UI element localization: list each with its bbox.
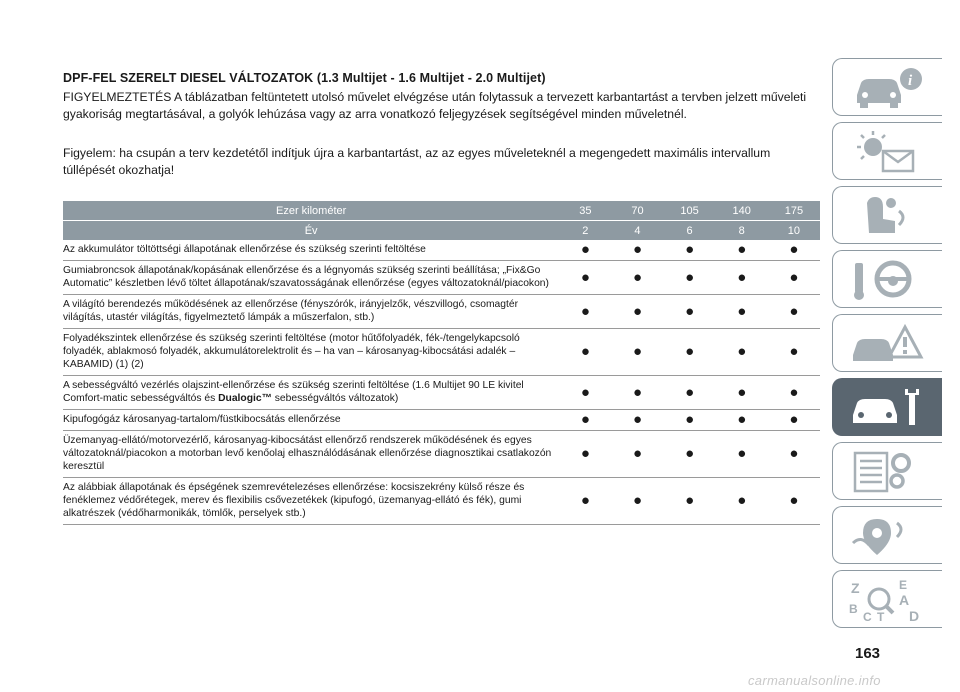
interval-dot: ● — [768, 240, 820, 261]
warning-paragraph: FIGYELMEZTETÉS A táblázatban feltüntetett utolsó művelet elvégzése után folytassuk a tervezett karbantartást a tervben jelzett műveleti gyakoriság megtartásával, a golyók lehúzása vagy az arra vonatkozó feljegyzések segítségével minden műveletnél. — [63, 90, 807, 121]
map-pin-music-icon — [847, 513, 927, 557]
year-10: 10 — [768, 221, 820, 241]
svg-text:A: A — [899, 592, 910, 608]
interval-dot: ● — [664, 478, 716, 525]
svg-text:T: T — [877, 610, 885, 621]
interval-dot: ● — [611, 431, 663, 478]
km-140: 140 — [716, 201, 768, 221]
interval-dot: ● — [664, 240, 716, 261]
maintenance-task — [63, 376, 559, 410]
interval-dot: ● — [559, 431, 611, 478]
interval-dot: ● — [716, 431, 768, 478]
interval-dot: ● — [664, 431, 716, 478]
interval-dot: ● — [611, 295, 663, 329]
interval-dot: ● — [611, 376, 663, 410]
year-8: 8 — [716, 221, 768, 241]
tab-seat-airbag[interactable] — [832, 186, 942, 244]
table-row — [63, 376, 820, 410]
key-steering-wheel-icon — [847, 257, 927, 301]
tab-sun-envelope[interactable] — [832, 122, 942, 180]
note-paragraph: Figyelem: ha csupán a terv kezdetétől indítjuk újra a karbantartást, az az egyes műveleteknél a megengedett maximális intervallum túllépését okozhatja! — [63, 146, 771, 177]
maintenance-task: Folyadékszintek ellenőrzése és szükség szerinti feltöltése (motor hűtőfolyadék, fék-/tengelykapcsoló folyadék, ablakmosó folyadék, akkumulátorelektrolit és – ha van – károsanyag-kibocsátási adalék – KABAMID) (1) (2) — [63, 329, 559, 376]
interval-dot: ● — [716, 376, 768, 410]
table-row — [63, 240, 820, 261]
interval-dot: ● — [768, 478, 820, 525]
interval-dot: ● — [664, 376, 716, 410]
km-70: 70 — [611, 201, 663, 221]
task-text-bold: Dualogic™ — [218, 393, 272, 404]
interval-dot: ● — [716, 478, 768, 525]
tab-car-wrench[interactable] — [832, 378, 942, 436]
interval-dot: ● — [664, 295, 716, 329]
car-info-icon — [847, 65, 927, 109]
interval-dot: ● — [559, 410, 611, 431]
interval-dot: ● — [768, 376, 820, 410]
maintenance-task: Az akkumulátor töltöttségi állapotának ellenőrzése és szükség szerinti feltöltése — [63, 240, 559, 261]
table-row — [63, 261, 820, 295]
interval-dot: ● — [559, 478, 611, 525]
interval-dot: ● — [611, 410, 663, 431]
year-header-label: Év — [63, 221, 559, 241]
page-title: DPF-FEL SZERELT DIESEL VÁLTOZATOK (1.3 Multijet - 1.6 Multijet - 2.0 Multijet) — [63, 71, 546, 85]
interval-dot: ● — [664, 329, 716, 376]
maintenance-task: Üzemanyag-ellátó/motorvezérlő, károsanyag-kibocsátást ellenőrző rendszerek működésének és egyes változatoknál/piacokon a motorban levő kenőolaj elhasználódásának ellenőrzése diagnosztikai csatlakozón keresztül — [63, 431, 559, 478]
year-2: 2 — [559, 221, 611, 241]
interval-dot: ● — [768, 431, 820, 478]
interval-dot: ● — [664, 410, 716, 431]
table-row — [63, 295, 820, 329]
maintenance-task: Kipufogógáz károsanyag-tartalom/füstkibocsátás ellenőrzése — [63, 410, 559, 431]
maintenance-table — [63, 200, 820, 525]
interval-dot: ● — [611, 478, 663, 525]
interval-dot: ● — [716, 295, 768, 329]
svg-text:D: D — [909, 608, 920, 621]
list-gears-icon — [847, 449, 927, 493]
interval-dot: ● — [768, 329, 820, 376]
interval-dot: ● — [768, 261, 820, 295]
table-row — [63, 478, 820, 525]
interval-dot: ● — [611, 261, 663, 295]
interval-dot: ● — [559, 240, 611, 261]
tab-map-pin[interactable] — [832, 506, 942, 564]
year-header-row — [63, 221, 820, 241]
interval-dot: ● — [664, 261, 716, 295]
task-text: sebességváltós változatok) — [271, 393, 399, 404]
interval-dot: ● — [768, 410, 820, 431]
table-row — [63, 431, 820, 478]
tab-car-warning[interactable] — [832, 314, 942, 372]
tab-list-gears[interactable] — [832, 442, 942, 500]
table-row — [63, 410, 820, 431]
interval-dot: ● — [716, 240, 768, 261]
seat-airbag-icon — [847, 193, 927, 237]
km-header-label: Ezer kilométer — [63, 201, 559, 221]
maintenance-task: Gumiabroncsok állapotának/kopásának ellenőrzése és a légnyomás szükség szerinti beállítása; „Fix&Go Automatic” készletben lévő töltet állapotának/szavatosságának ellenőrzése (egyes változatoknál/piacokon) — [63, 261, 559, 295]
alphabet-index-icon — [847, 577, 927, 621]
interval-dot: ● — [611, 329, 663, 376]
tab-alphabet-index[interactable] — [832, 570, 942, 628]
interval-dot: ● — [716, 410, 768, 431]
tab-key-steering[interactable] — [832, 250, 942, 308]
svg-text:E: E — [899, 578, 908, 592]
year-6: 6 — [664, 221, 716, 241]
svg-text:Z: Z — [851, 580, 860, 596]
svg-text:C: C — [863, 610, 872, 621]
interval-dot: ● — [611, 240, 663, 261]
task-text: A sebességváltó vezérlés olajszint-ellenőrzése és szükség szerinti feltöltése (1.6 Multijet 90 LE kivitel Comfort-matic sebességváltós és — [63, 380, 524, 404]
km-105: 105 — [664, 201, 716, 221]
km-header-row — [63, 201, 820, 221]
km-35: 35 — [559, 201, 611, 221]
page-number: 163 — [855, 645, 881, 662]
maintenance-task: Az alábbiak állapotának és épségének szemrevételezéses ellenőrzése: kocsiszekrény külső része és fenéklemez védőrétegek, merev és flexibilis csővezetékek (kipufogó, üzemanyag-ellátó és fék), gumi alkatrészek (védőharmonikák, tömlők, perselyek stb.) — [63, 478, 559, 525]
svg-text:B: B — [849, 602, 858, 616]
year-4: 4 — [611, 221, 663, 241]
watermark: carmanualsonline.info — [748, 673, 881, 688]
interval-dot: ● — [768, 295, 820, 329]
table-row — [63, 329, 820, 376]
tab-car-info[interactable] — [832, 58, 942, 116]
svg-text:i: i — [908, 73, 913, 89]
car-wrench-icon — [847, 385, 927, 429]
sun-envelope-icon — [847, 129, 927, 173]
interval-dot: ● — [559, 261, 611, 295]
interval-dot: ● — [559, 329, 611, 376]
interval-dot: ● — [559, 376, 611, 410]
interval-dot: ● — [559, 295, 611, 329]
km-175: 175 — [768, 201, 820, 221]
interval-dot: ● — [716, 329, 768, 376]
interval-dot: ● — [716, 261, 768, 295]
maintenance-task: A világító berendezés működésének az ellenőrzése (fényszórók, irányjelzők, vészvillogó, csomagtér világítás, utastér világítás, figyelmeztető lámpák a műszerfalon, stb.) — [63, 295, 559, 329]
car-warning-triangle-icon — [847, 321, 927, 365]
